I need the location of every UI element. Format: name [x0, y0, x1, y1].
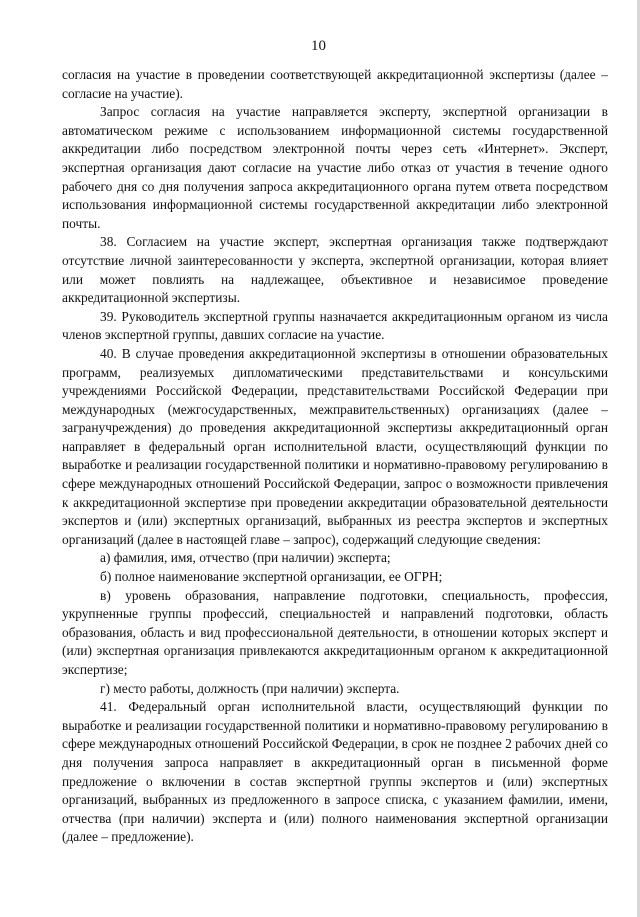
- document-body: [62, 66, 608, 847]
- list-item-g: г) место работы, должность (при наличии) эксперта.: [100, 680, 400, 696]
- page-number: 10: [311, 38, 326, 54]
- paragraph-40: 40. В случае проведения аккредитационной экспертизы в отношении образовательных программ, реализуемых дипломатическими представительствами и консульскими учреждениями Российской Федерации, представительствами Российской Федерации при международных (межгосударственных, межправительственных) организациях (далее – загранучреждения) до проведения аккредитационной экспертизы аккредитационный орган направляет в федеральный орган исполнительной власти, осуществляющий функции по выработке и реализации государственной политики и нормативно-правовому регулированию в сфере международных отношений Российской Федерации, запрос о возможности привлечения к аккредитационной экспертизе при проведении аккредитации образовательной деятельности экспертов и (или) экспертных организаций, выбранных из реестра экспертов и экспертных организаций (далее в настоящей главе – запрос), содержащий следующие сведения:: [62, 345, 608, 547]
- paragraph-38: 38. Согласием на участие эксперт, экспертная организация также подтверждают отсутствие личной заинтересованности у эксперта, экспертной организации, которая влияет или может повлиять на надлежащее, объективное и независимое проведение аккредитационной экспертизы.: [62, 234, 608, 306]
- paragraph-consent-request: Запрос согласия на участие направляется эксперту, экспертной организации в автоматическом режиме с использованием информационной системы государственной аккредитации либо посредством электронной почты через сеть «Интернет». Эксперт, экспертная организация дают согласие на участие либо отказ от участия в течение одного рабочего дня со дня получения запроса аккредитационного органа путем ответа посредством использования информационной системы государственной аккредитации либо электронной почты.: [62, 104, 608, 231]
- list-item-b: б) полное наименование экспертной организации, ее ОГРН;: [100, 569, 443, 585]
- list-item-a: а) фамилия, имя, отчество (при наличии) эксперта;: [100, 550, 391, 566]
- paragraph-41: 41. Федеральный орган исполнительной власти, осуществляющий функции по выработке и реализации государственной политики и нормативно-правовому регулированию в сфере международных отношений Российской Федерации, в срок не позднее 2 рабочих дней со дня получения запроса направляет в аккредитационный орган в письменной форме предложение о включении в состав экспертной группы экспертов и (или) экспертных организаций, выбранных из предложенного в запросе списка, с указанием фамилии, имени, отчества (при наличии) эксперта и (или) полного наименования экспертной организации (далее – предложение).: [62, 699, 608, 845]
- list-item-v: в) уровень образования, направление подготовки, специальность, профессия, укрупненные группы профессий, специальностей и направлений подготовки, область образования, область и вид профессиональной деятельности, в отношении которых эксперт и (или) экспертная организация привлекаются аккредитационным органом к аккредитационной экспертизе;: [62, 587, 608, 677]
- paragraph-consent-continuation: согласия на участие в проведении соответствующей аккредитационной экспертизы (далее – согласие на участие).: [62, 67, 608, 101]
- paragraph-39: 39. Руководитель экспертной группы назначается аккредитационным органом из числа членов экспертной группы, давших согласие на участие.: [62, 308, 608, 343]
